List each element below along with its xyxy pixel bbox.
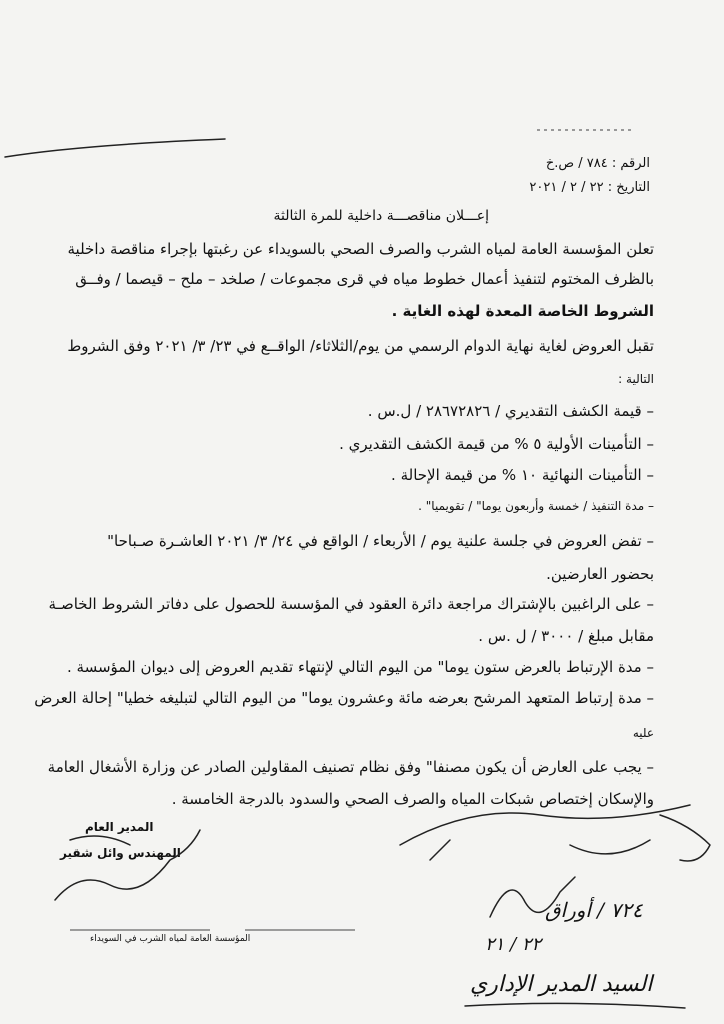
reference-line: الرقم : ٧٨٤ / ص.خ: [545, 156, 650, 171]
condition-item: عليه: [632, 726, 654, 740]
body-line: تعلن المؤسسة العامة لمياه الشرب والصرف الصحي بالسويداء عن رغبتها بإجراء مناقصة داخلية: [67, 240, 654, 258]
signature-scribble: [40, 810, 210, 920]
footer-org: المؤسسة العامة لمياه الشرب في السويداء: [90, 934, 251, 944]
condition-item: والإسكان إختصاص شبكات المياه والصرف الصحي والسدود بالدرجة الخامسة .: [171, 790, 654, 808]
body-line: التالية :: [618, 372, 654, 386]
smudge-top-right: [535, 124, 635, 136]
date-value: ٢٢ / ٢ / ٢٠٢١: [529, 180, 604, 195]
body-line: بالظرف المختوم لتنفيذ أعمال خطوط مياه في قرى مجموعات / صلخد – ملح – قيصما / وفــق: [75, 270, 654, 288]
condition-item: – مدة التنفيذ / خمسة وأربعون يوما" / تقويميا" .: [418, 499, 654, 513]
handwritten-note-3: السيد المدير الإداري: [470, 972, 653, 997]
date-label: التاريخ: [616, 180, 650, 195]
reference-value: ٧٨٤ / ص.خ: [545, 156, 608, 171]
condition-item: – تفض العروض في جلسة علنية يوم / الأربعاء / الواقع في ٢٤/ ٣/ ٢٠٢١ العاشـرة صـباحا": [107, 532, 654, 550]
handwritten-note-1: ٧٢٤ / أوراق: [545, 898, 643, 922]
condition-item: – قيمة الكشف التقديري / ٢٨٦٧٢٨٢٦ / ل.س .: [367, 402, 654, 420]
condition-item: – يجب على العارض أن يكون مصنفا" وفق نظام تصنيف المقاولين الصادر عن وزارة الأشغال العامة: [47, 758, 654, 776]
condition-item: – التأمينات الأولية ٥ % من قيمة الكشف التقديري .: [339, 435, 654, 453]
date-line: التاريخ : ٢٢ / ٢ / ٢٠٢١: [529, 180, 650, 195]
reference-label: الرقم: [620, 156, 650, 171]
footer-rule: [70, 928, 360, 932]
condition-item: بحضور العارضين.: [546, 565, 654, 583]
handwritten-note-2: ٢٢ / ٢١: [485, 934, 542, 955]
signature-name: المهندس وائل شقير: [60, 846, 181, 860]
condition-item: – التأمينات النهائية ١٠ % من قيمة الإحالة .: [391, 466, 654, 484]
body-line: تقبل العروض لغاية نهاية الدوام الرسمي من يوم/الثلاثاء/ الواقــع في ٢٣/ ٣/ ٢٠٢١ وفق الشروط: [67, 337, 654, 355]
condition-item: – على الراغبين بالإشتراك مراجعة دائرة العقود في المؤسسة للحصول على دفاتر الشروط الخاصـة: [48, 595, 654, 613]
announcement-title: إعـــلان مناقصـــة داخلية للمرة الثالثة: [273, 208, 489, 224]
condition-item: – مدة الإرتباط بالعرض ستون يوما" من اليوم التالي لإنتهاء تقديم العروض إلى ديوان المؤسسة .: [67, 658, 654, 676]
pen-stroke-top: [0, 135, 230, 165]
condition-item: – مدة إرتباط المتعهد المرشح بعرضه مائة وعشرون يوما" من اليوم التالي لتبليغه خطيا" إحالة العرض: [34, 689, 654, 707]
signature-role: المدير العام: [85, 820, 154, 834]
body-line: الشروط الخاصة المعدة لهذه الغاية .: [391, 302, 654, 320]
condition-item: مقابل مبلغ / ٣٠٠٠ / ل .س .: [478, 627, 654, 645]
handwriting-underline: [460, 998, 690, 1014]
